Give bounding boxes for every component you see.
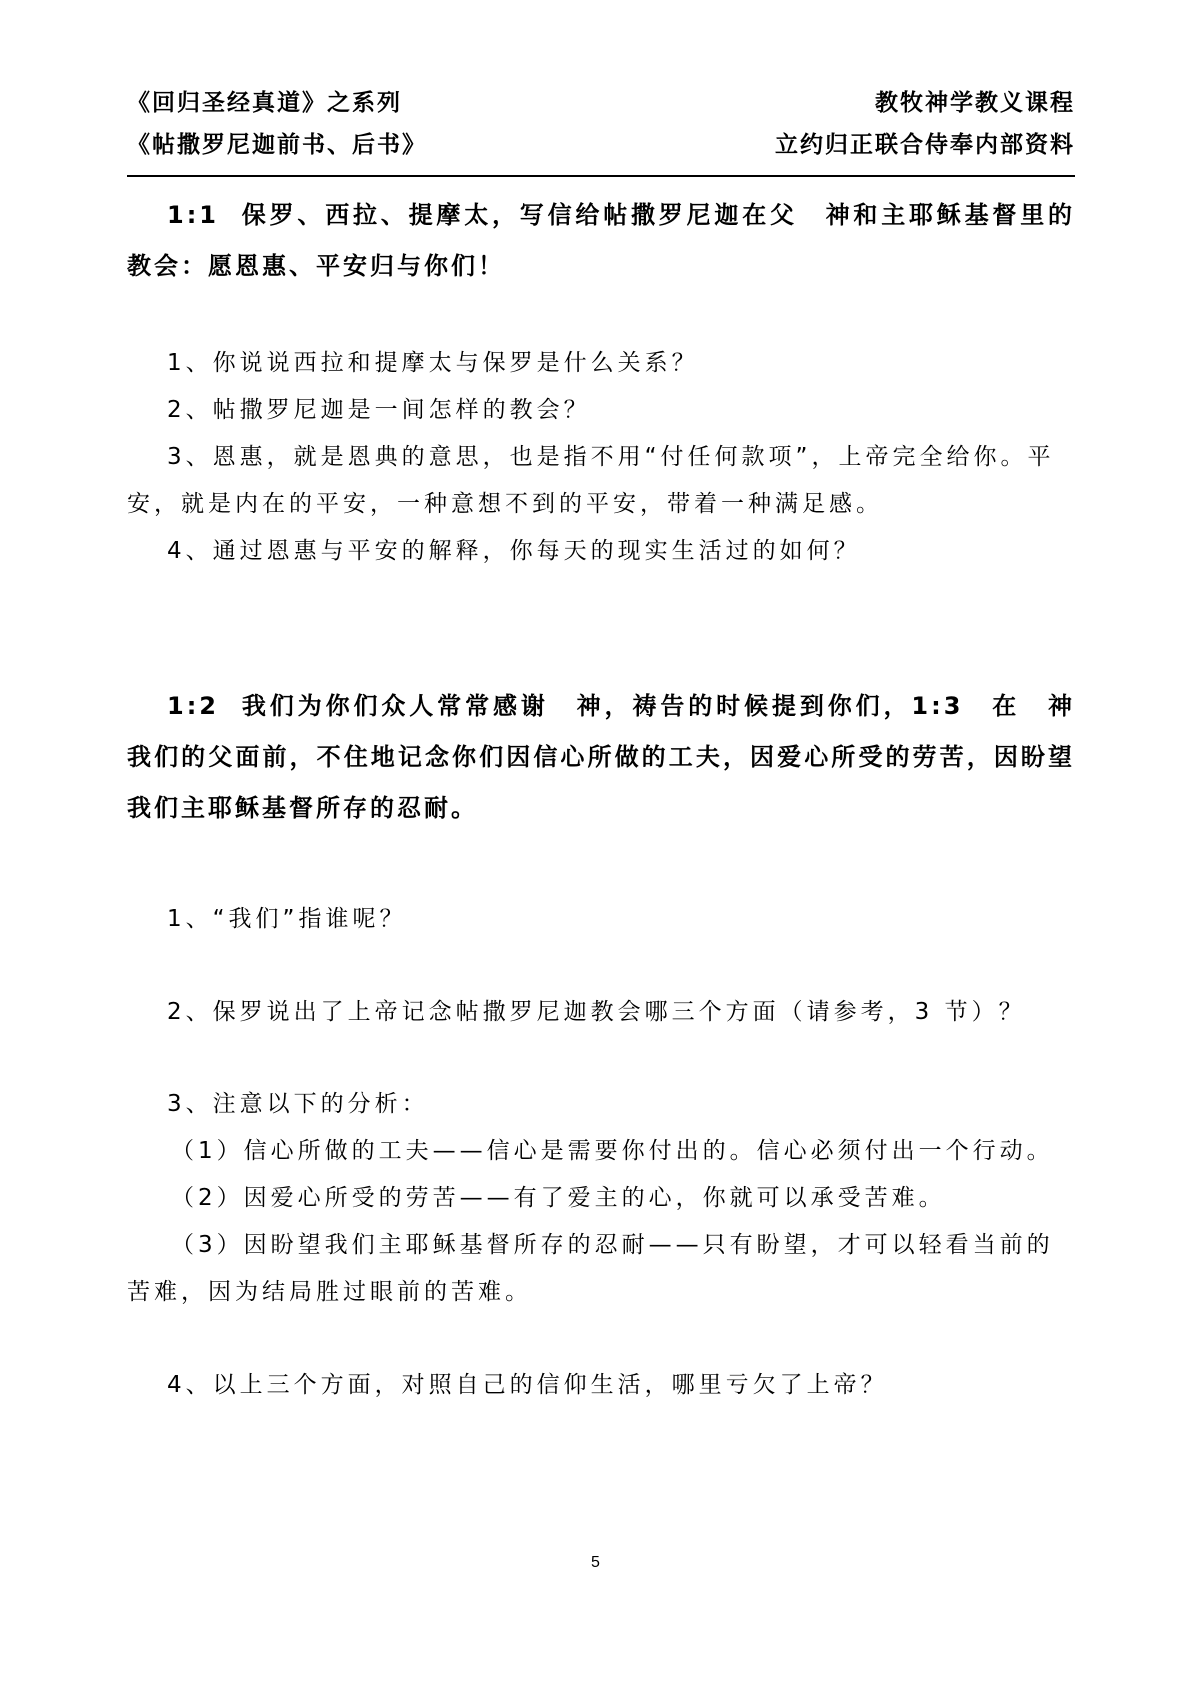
analysis-item: （1）信心所做的工夫——信心是需要你付出的。信心必须付出一个行动。 [171,1138,1054,1164]
question-item: 2、保罗说出了上帝记念帖撒罗尼迦教会哪三个方面（请参考，3 节）？ [167,999,1026,1025]
verse-text: 保罗、西拉、提摩太，写信给帖撒罗尼迦在父 神和主耶稣基督里的教会：愿恩惠、平安归与你们！ [127,201,1075,280]
verse-1-1 [127,190,1075,292]
question-item: 1、“我们”指谁呢？ [167,906,407,932]
header-divider [127,175,1075,177]
page-number: 5 [591,1554,600,1571]
verse-1-2-3 [127,681,1075,834]
question-item: 4、以上三个方面，对照自己的信仰生活，哪里亏欠了上帝？ [167,1372,888,1398]
question-item: 3、恩惠，就是恩典的意思，也是指不用“付任何款项”，上帝完全给你。平安，就是内在的平安，一种意想不到的平安，带着一种满足感。 [127,444,1055,517]
header-series-title: 《回归圣经真道》之系列 [127,90,402,116]
question-item: 1、你说说西拉和提摩太与保罗是什么关系？ [167,350,699,376]
header-course-title: 教牧神学教义课程 [875,90,1075,116]
analysis-item: （3）因盼望我们主耶稣基督所存的忍耐——只有盼望，才可以轻看当前的苦难，因为结局胜过眼前的苦难。 [127,1232,1054,1305]
verse-text: 我们为你们众人常常感谢 神，祷告的时候提到你们，1:3 在 神我们的父面前，不住地记念你们因信心所做的工夫，因爱心所受的劳苦，因盼望我们主耶稣基督所存的忍耐。 [127,692,1075,822]
header-publisher: 立约归正联合侍奉内部资料 [775,132,1075,158]
verse-ref: 1:1 [167,201,219,229]
header-book-title: 《帖撒罗尼迦前书、后书》 [127,132,427,158]
analysis-item: （2）因爱心所受的劳苦——有了爱主的心，你就可以承受苦难。 [171,1185,946,1211]
question-item: 2、帖撒罗尼迦是一间怎样的教会？ [167,397,591,423]
verse-ref: 1:2 [167,692,219,720]
page-body [127,190,1075,1409]
page-header [127,80,1075,180]
question-item: 3、注意以下的分析： [167,1091,429,1117]
question-item: 4、通过恩惠与平安的解释，你每天的现实生活过的如何？ [167,538,861,564]
